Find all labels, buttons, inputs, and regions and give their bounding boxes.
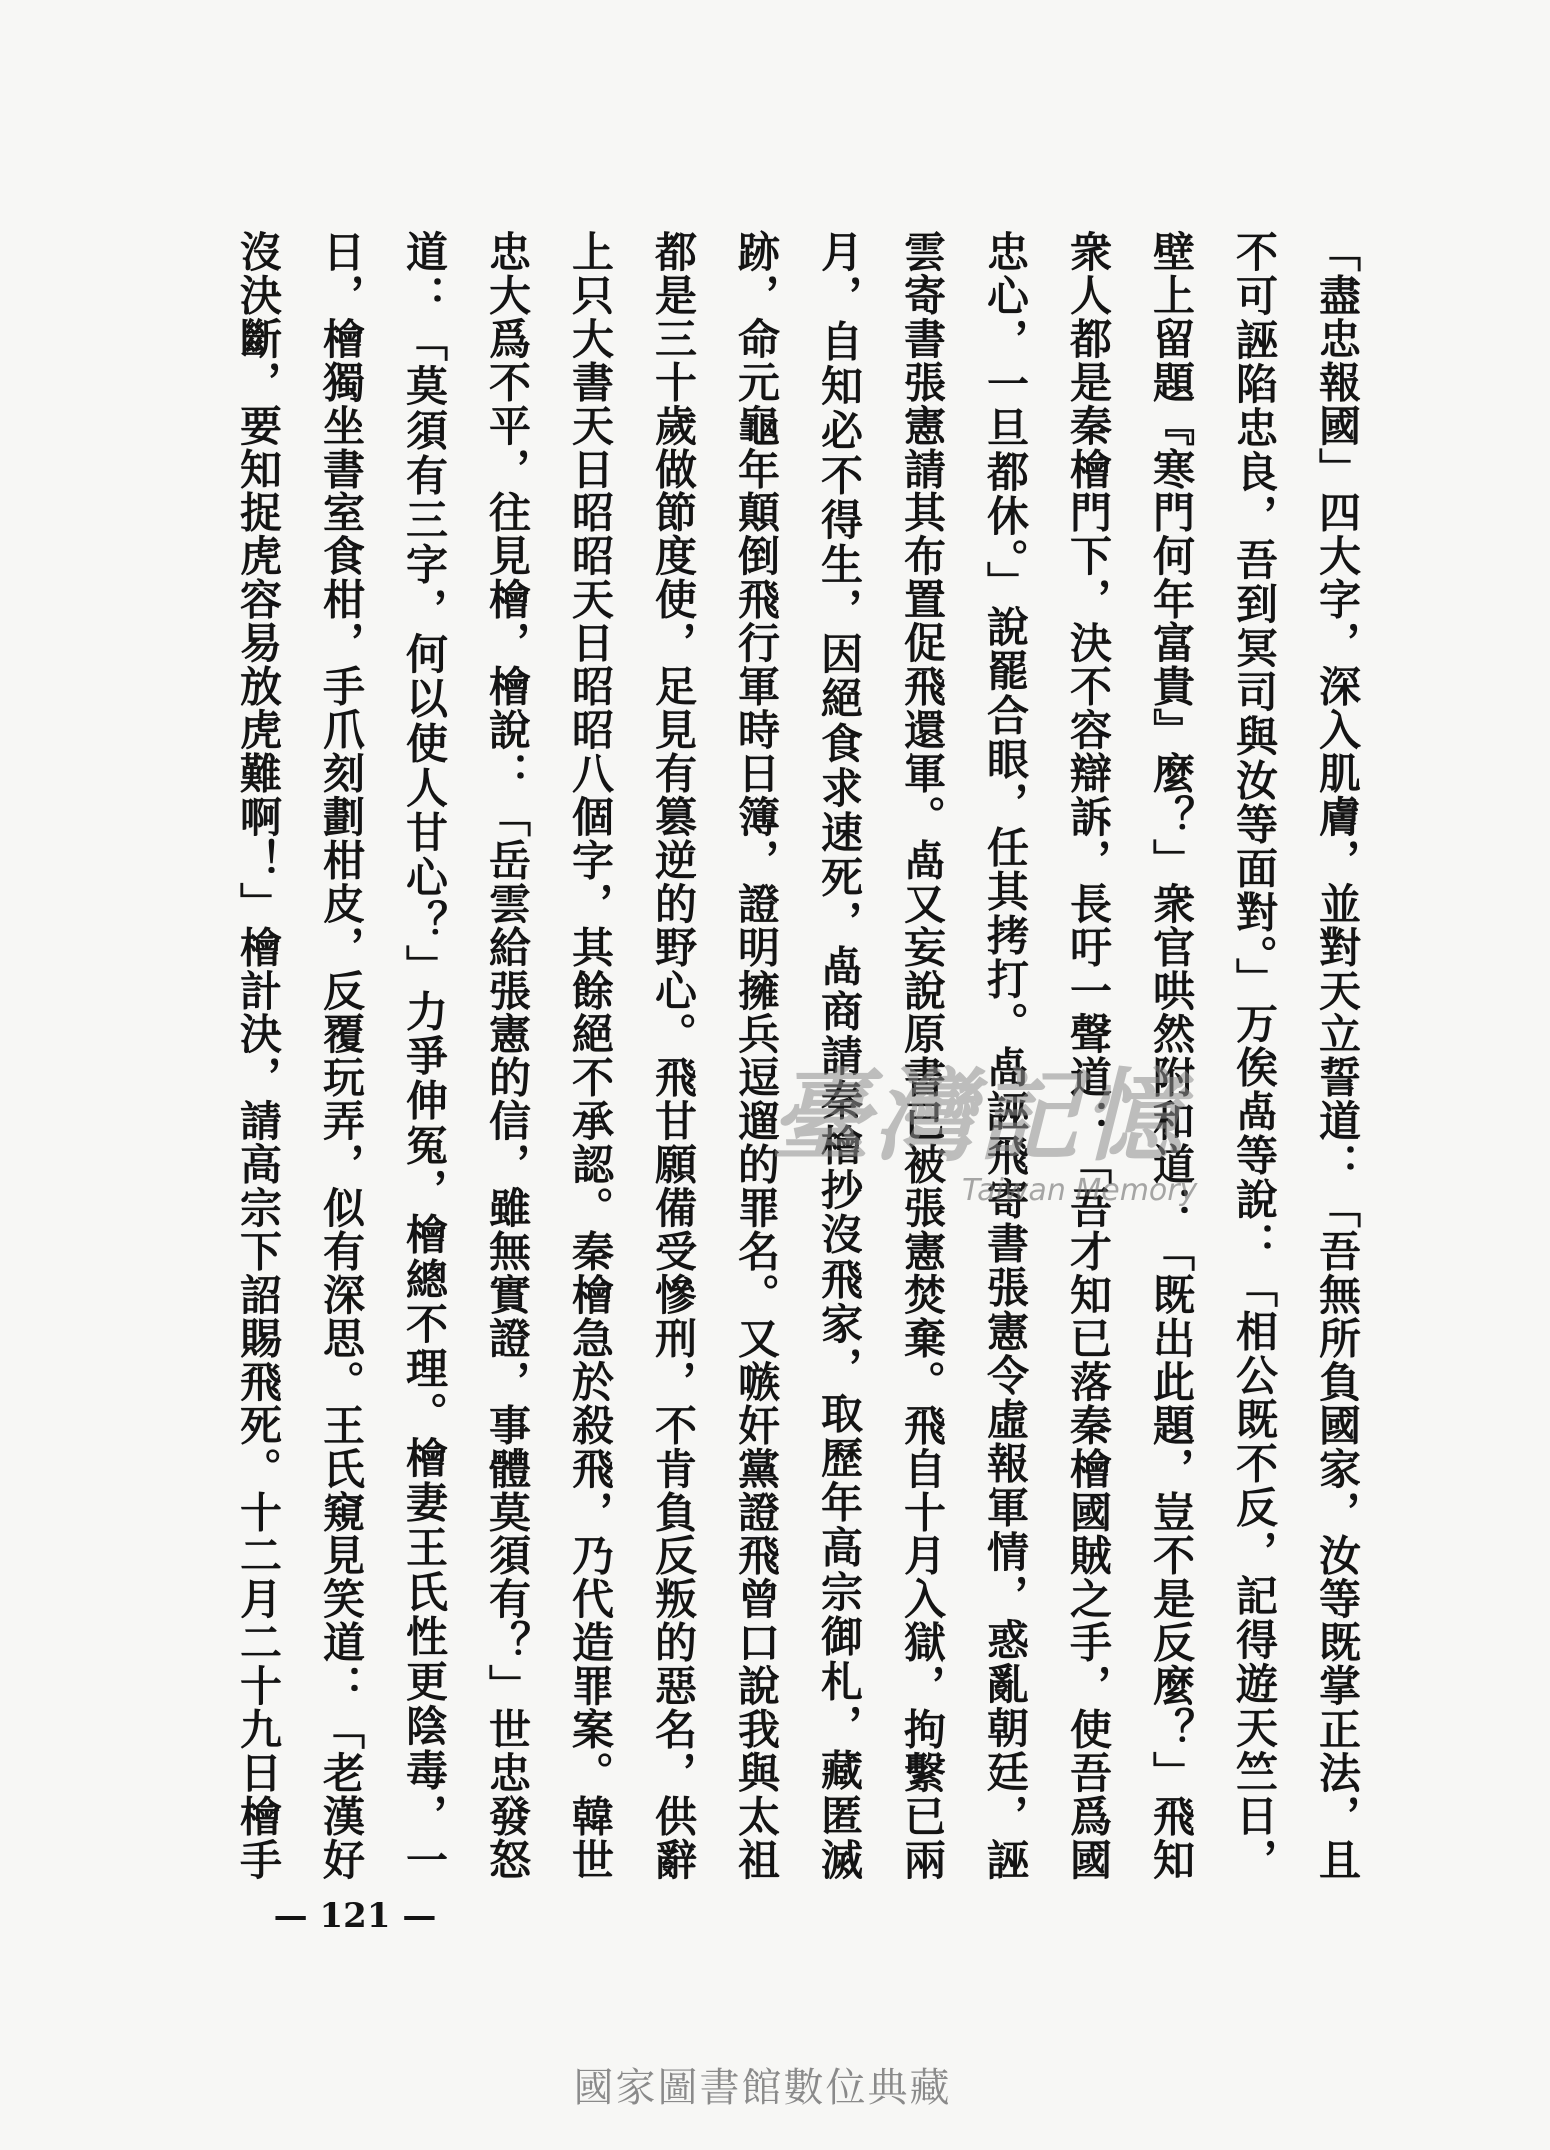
text-column-14: 沒決斷，要知捉虎容易放虎難啊！」檜計決，請高宗下詔賜飛死。十二月二十九日檜手 bbox=[234, 230, 283, 1880]
vertical-text-body bbox=[217, 230, 1379, 1880]
text-column-1: 「盡忠報國」四大字，深入肌膚，並對天立誓道：「吾無所負國家，汝等既掌正法，且 bbox=[1313, 230, 1362, 1880]
text-column-5: 忠心，一旦都休。」說罷合眼，任其拷打。卨誣飛寄書張憲令虛報軍情，惑亂朝廷，誣 bbox=[981, 230, 1030, 1880]
text-column-6: 雲寄書張憲請其布置促飛還軍。卨又妄說原書已被張憲焚棄。飛自十月入獄，拘繫已兩 bbox=[898, 230, 947, 1880]
text-column-11: 忠大爲不平，往見檜，檜說：「岳雲給張憲的信，雖無實證，事體莫須有？」世忠發怒 bbox=[483, 230, 532, 1880]
text-column-8: 跡，命元龜年顛倒飛行軍時日簿，證明擁兵逗遛的罪名。又嗾奸黨證飛曾口說我與太祖 bbox=[732, 230, 781, 1880]
text-column-3: 壁上留題『寒門何年富貴』麼？」衆官哄然附和道：「既出此題，豈不是反麼？」飛知 bbox=[1147, 230, 1196, 1880]
text-column-4: 衆人都是秦檜門下，決不容辯訴，長吁一聲道：「吾才知已落秦檜國賊之手，使吾爲國 bbox=[1064, 230, 1113, 1880]
footer-collection-credit: 國家圖書館數位典藏 bbox=[573, 2065, 952, 2111]
text-column-13: 日，檜獨坐書室食柑，手爪刻劃柑皮，反覆玩弄，似有深思。王氏窺見笑道：「老漢好 bbox=[317, 230, 366, 1880]
watermark-title: 臺灣記憶 bbox=[770, 1057, 1186, 1175]
text-column-10: 上只大書天日昭昭天日昭昭八個字，其餘絕不承認。秦檜急於殺飛，乃代造罪案。韓世 bbox=[566, 230, 615, 1880]
watermark-subtitle: Taiwan Memory bbox=[962, 1173, 1198, 1208]
text-column-12: 道：「莫須有三字，何以使人甘心？」力爭伸冤，檜總不理。檜妻王氏性更陰毒，一 bbox=[400, 230, 449, 1880]
text-column-7: 月，自知必不得生，因絕食求速死，卨商請秦檜抄沒飛家，取歷年高宗御札，藏匿滅 bbox=[815, 230, 864, 1880]
page-number: — 121 — bbox=[273, 1896, 437, 1936]
text-column-2: 不可誣陷忠良，吾到冥司與汝等面對。」万俟卨等說：「相公既不反，記得遊天竺日， bbox=[1230, 230, 1279, 1880]
text-column-9: 都是三十歲做節度使，足見有篡逆的野心。飛甘願備受慘刑，不肯負反叛的惡名，供辭 bbox=[649, 230, 698, 1880]
